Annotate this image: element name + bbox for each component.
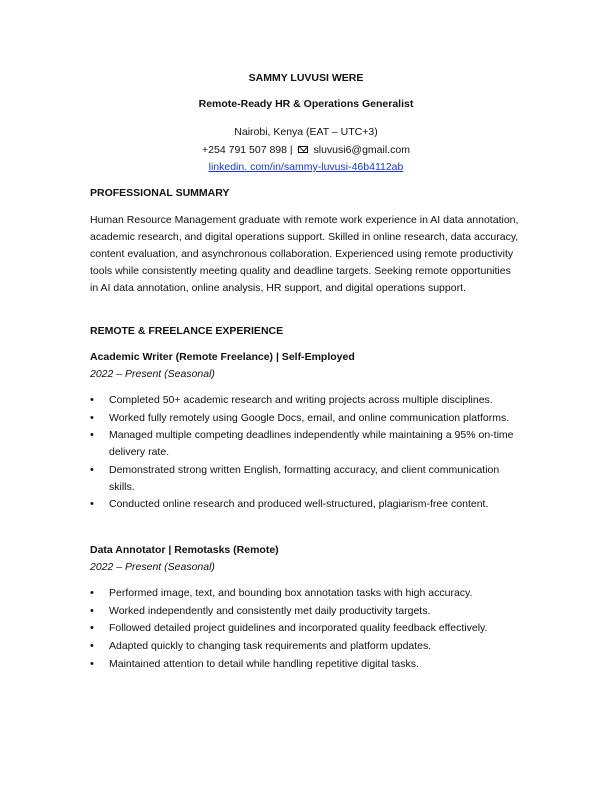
job-bullets: [90, 392, 520, 513]
summary-heading-wrap: [90, 185, 520, 202]
candidate-name: SAMMY LUVUSI WERE: [248, 72, 364, 84]
job-data-annotator: [90, 542, 520, 674]
list-item: • Completed 50+ academic research and writing projects across multiple disciplines.: [90, 392, 520, 409]
experience-heading: REMOTE & FREELANCE EXPERIENCE: [90, 325, 284, 337]
list-item: • Worked independently and consistently met daily productivity targets.: [90, 603, 520, 620]
envelope-icon: [298, 146, 308, 153]
job-role: Academic Writer (Remote Freelance) | Self-Employed: [90, 351, 355, 363]
summary-text: Human Resource Management graduate with remote work experience in AI data annotation, academic research, and digital operations support. Skilled in online research, data accuracy, content evaluation, and asynchronous collaboration. Experienced using remote productivity tools while consistently meeting quality and deadline targets. Seeking remote opportunities in AI data annotation, online analysis, HR support, and digital operations support.: [90, 214, 519, 294]
job-academic-writer: [90, 349, 520, 514]
job-dates: 2022 – Present (Seasonal): [90, 561, 215, 573]
contact-block: [0, 124, 612, 177]
list-item: • Adapted quickly to changing task requirements and platform updates.: [90, 638, 520, 655]
location: Nairobi, Kenya (EAT – UTC+3): [234, 126, 378, 138]
list-item: • Followed detailed project guidelines and incorporated quality feedback effectively.: [90, 620, 520, 637]
linkedin-line: [0, 159, 612, 177]
job-dates: 2022 – Present (Seasonal): [90, 368, 215, 380]
list-item: • Worked fully remotely using Google Docs, email, and online communication platforms.: [90, 410, 520, 427]
job-role: Data Annotator | Remotasks (Remote): [90, 544, 279, 556]
summary-heading: PROFESSIONAL SUMMARY: [90, 187, 230, 199]
list-item: • Conducted online research and produced well-structured, plagiarism-free content.: [90, 496, 520, 513]
linkedin-link[interactable]: linkedin. com/in/sammy-luvusi-46b4112ab: [208, 161, 404, 173]
list-item: • Maintained attention to detail while handling repetitive digital tasks.: [90, 656, 520, 673]
email-address[interactable]: sluvusi6@gmail.com: [313, 143, 410, 156]
experience-heading-wrap: [90, 323, 520, 340]
list-item: • Managed multiple competing deadlines independently while maintaining a 95% on-time delivery rate.: [90, 427, 520, 460]
list-item: • Demonstrated strong written English, formatting accuracy, and client communication skills.: [90, 462, 520, 495]
job-bullets: [90, 585, 520, 673]
contact-separator: |: [289, 143, 293, 156]
candidate-headline: Remote-Ready HR & Operations Generalist: [198, 98, 414, 110]
phone-number: +254 791 507 898: [202, 143, 287, 156]
list-item: • Performed image, text, and bounding box annotation tasks with high accuracy.: [90, 585, 520, 602]
phone-email-line: [0, 142, 612, 160]
